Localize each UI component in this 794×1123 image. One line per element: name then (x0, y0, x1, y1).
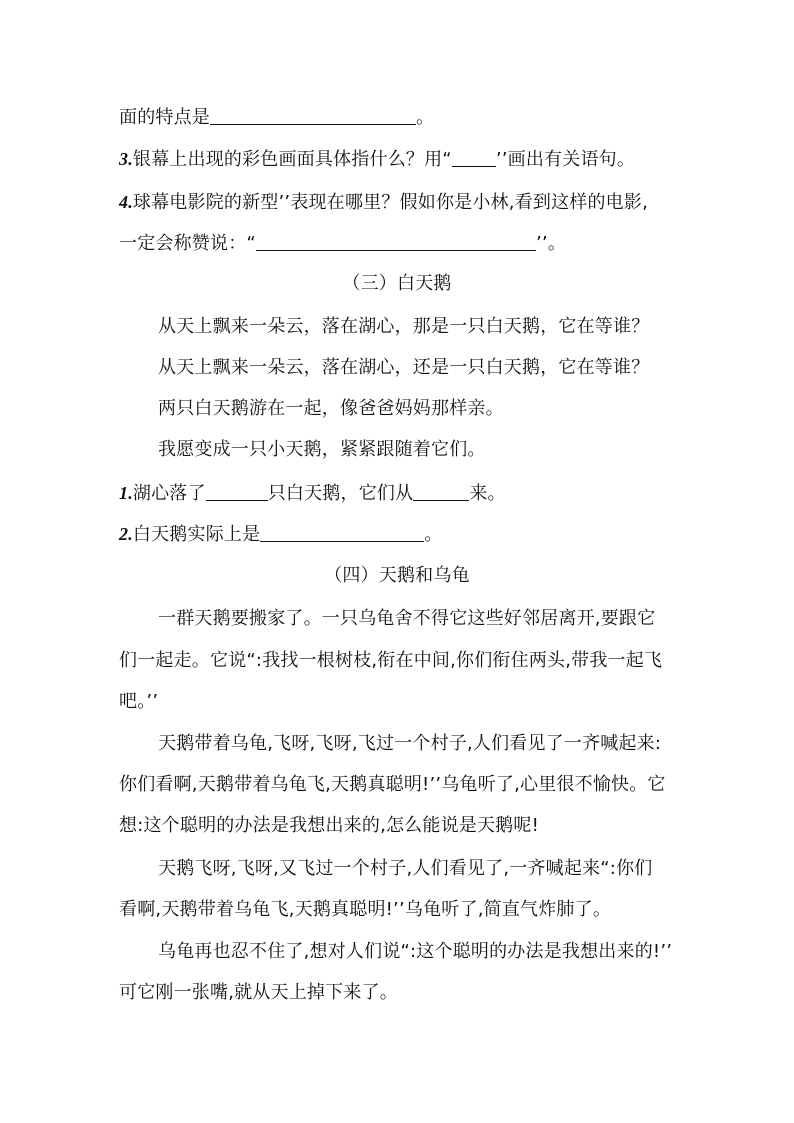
story-line: 想:这个聪明的办法是我想出来的,怎么能说是天鹅呢! (119, 815, 539, 836)
answer-blank[interactable] (260, 523, 424, 542)
story-line: 一群天鹅要搬家了。一只乌龟舍不得它这些好邻居离开,要跟它 (158, 608, 656, 629)
question-4 (119, 190, 648, 215)
question-4-line2 (119, 232, 566, 256)
q2-continuation-text: 面的特点是 (119, 107, 210, 128)
question-text: 白天鹅实际上是 (132, 524, 261, 545)
section3-question-1 (119, 481, 506, 506)
question-number: 2. (119, 524, 133, 544)
poem-line: 我愿变成一只小天鹅，紧紧跟随着它们。 (158, 439, 486, 460)
question-number: 3. (119, 149, 133, 169)
question-number: 1. (119, 483, 133, 503)
question-text: 湖心落了 (132, 483, 206, 504)
story-line: 看啊,天鹅带着乌龟飞,天鹅真聪明!’’乌龟听了,简直气炸肺了。 (119, 899, 612, 920)
poem-line: 从天上飘来一朵云，落在湖心，还是一只白天鹅，它在等谁？ (158, 357, 650, 378)
q2-continuation (119, 106, 434, 130)
question-text-end: ’’。 (535, 233, 566, 254)
section-title: （三）白天鹅 (342, 273, 452, 294)
section3-question-2 (119, 522, 443, 547)
story-line: 天鹅带着乌龟,飞呀,飞呀,飞过一个村子,人们看见了一齐喊起来: (158, 733, 662, 754)
answer-blank[interactable] (210, 106, 416, 125)
question-text-end: ’’画出有关语句。 (495, 149, 636, 170)
story-line: 可它刚一张嘴,就从天上掉下来了。 (119, 982, 398, 1003)
question-text-end: 。 (424, 524, 443, 545)
question-text: 只白天鹅，它们从 (267, 483, 414, 504)
story-line: 们一起走。它说“:我找一根树枝,衔在中间,你们衔住两头,带我一起飞 (119, 650, 663, 671)
question-text: 银幕上出现的彩色画面具体指什么？用“ (132, 149, 452, 170)
story-line: 你们看啊,天鹅带着乌龟飞,天鹅真聪明!’’乌龟听了,心里很不愉快。它 (119, 774, 666, 795)
question-text-end: 来。 (469, 483, 506, 504)
answer-blank[interactable] (256, 232, 536, 251)
story-line: 吧。’’ (119, 691, 159, 712)
answer-blank[interactable] (206, 482, 268, 501)
answer-blank[interactable] (413, 482, 469, 501)
question-number: 4. (119, 192, 133, 212)
poem-line: 两只白天鹅游在一起，像爸爸妈妈那样亲。 (158, 398, 504, 419)
story-line: 乌龟再也忍不住了,想对人们说“:这个聪明的办法是我想出来的!’’ (158, 941, 673, 962)
story-line: 天鹅飞呀,飞呀,又飞过一个村子,人们看见了,一齐喊起来“:你们 (158, 858, 653, 879)
question-text: 球幕电影院的新型’’表现在哪里？假如你是小林,看到这样的电影, (132, 192, 648, 213)
q2-continuation-end: 。 (416, 107, 435, 128)
section-title: （四）天鹅和乌龟 (324, 565, 470, 586)
question-text: 一定会称赞说：“ (119, 233, 256, 254)
poem-line: 从天上飘来一朵云，落在湖心，那是一只白天鹅，它在等谁？ (158, 316, 650, 337)
answer-blank[interactable] (452, 148, 496, 167)
question-3 (119, 147, 635, 172)
